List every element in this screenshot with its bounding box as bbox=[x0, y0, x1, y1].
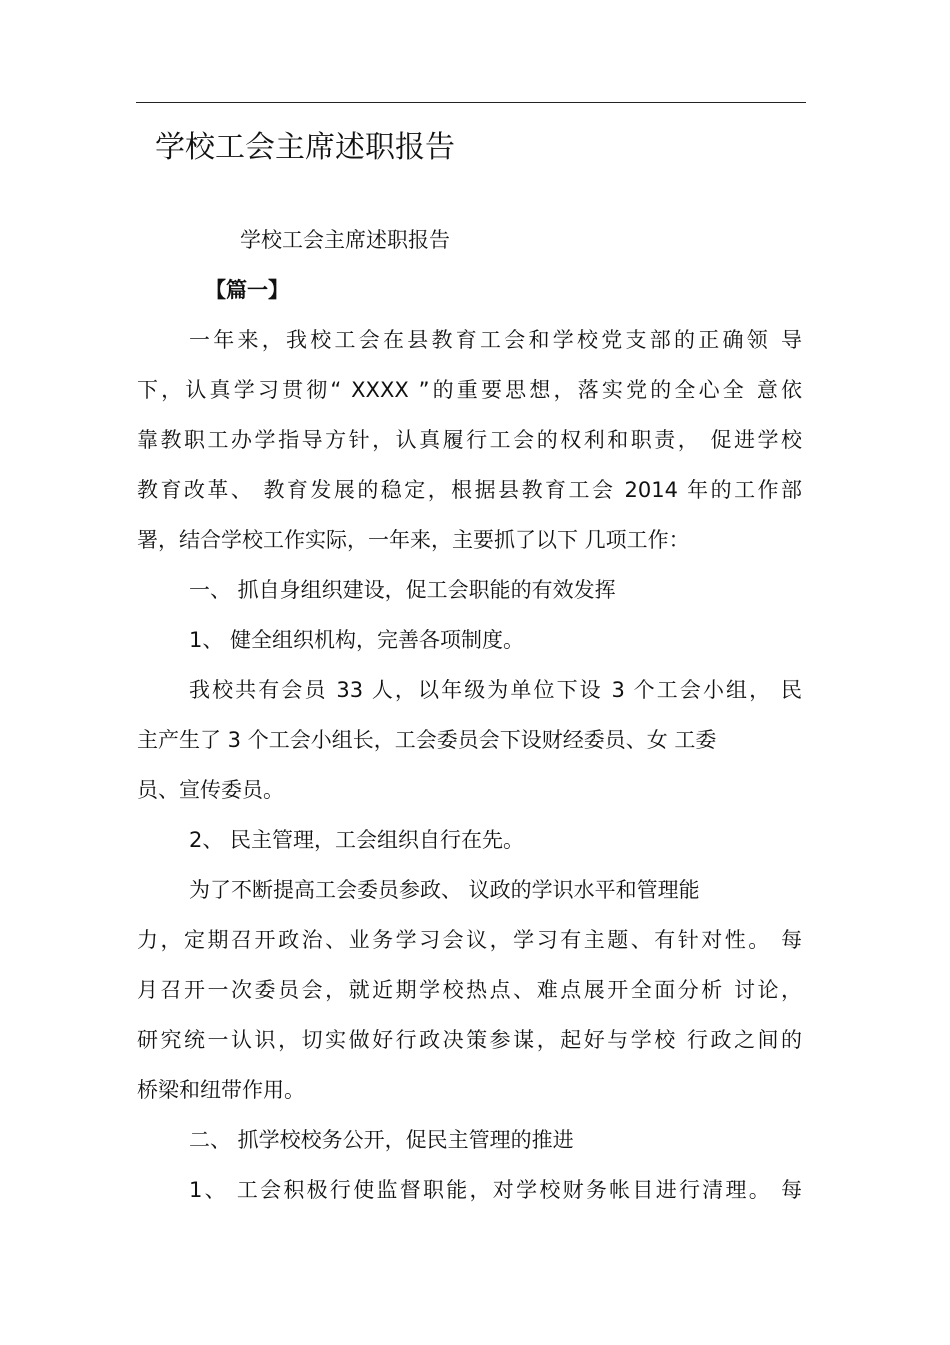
text-line: 一、 抓自身组织建设，促工会职能的有效发挥 bbox=[189, 578, 616, 602]
text-line: 二、 抓学校校务公开，促民主管理的推进 bbox=[189, 1128, 574, 1152]
text-line: 1、 工会积极行使监督职能，对学校财务帐目进行清理。 每 bbox=[189, 1178, 802, 1202]
text-line: 桥梁和纽带作用。 bbox=[137, 1078, 305, 1102]
text-line: 署，结合学校工作实际，一年来，主要抓了以下 几项工作： bbox=[137, 528, 690, 552]
paragraph-lines bbox=[137, 315, 802, 1215]
header-rule bbox=[136, 102, 806, 103]
text-line: 1、 健全组织机构，完善各项制度。 bbox=[189, 628, 525, 652]
text-line: 2、 民主管理，工会组织自行在先。 bbox=[189, 828, 525, 852]
text-line: 研究统一认识，切实做好行政决策参谋，起好与学校 行政之间的 bbox=[137, 1028, 802, 1052]
document-subtitle: 学校工会主席述职报告 bbox=[240, 228, 450, 252]
text-line: 教育改革、 教育发展的稳定，根据县教育工会 2014 年的工作部 bbox=[137, 478, 802, 502]
text-line: 一年来，我校工会在县教育工会和学校党支部的正确领 导 bbox=[189, 328, 802, 352]
document-title: 学校工会主席述职报告 bbox=[155, 130, 455, 165]
text-line: 力，定期召开政治、业务学习会议，学习有主题、有针对性。 每 bbox=[137, 928, 802, 952]
section-tag: 【篇一】 bbox=[205, 278, 289, 302]
text-line: 员、宣传委员。 bbox=[137, 778, 284, 802]
text-line: 为了不断提高工会委员参政、 议政的学识水平和管理能 bbox=[189, 878, 700, 902]
text-line: 下，认真学习贯彻“ XXXX ”的重要思想，落实党的全心全 意依 bbox=[137, 378, 802, 402]
text-line: 月召开一次委员会，就近期学校热点、难点展开全面分析 讨论， bbox=[137, 978, 802, 1002]
document-body bbox=[137, 215, 802, 1215]
text-line: 我校共有会员 33 人，以年级为单位下设 3 个工会小组， 民 bbox=[189, 678, 802, 702]
text-line: 主产生了 3 个工会小组长，工会委员会下设财经委员、女 工委 bbox=[137, 728, 717, 752]
text-line: 靠教职工办学指导方针，认真履行工会的权利和职责， 促进学校 bbox=[137, 428, 802, 452]
